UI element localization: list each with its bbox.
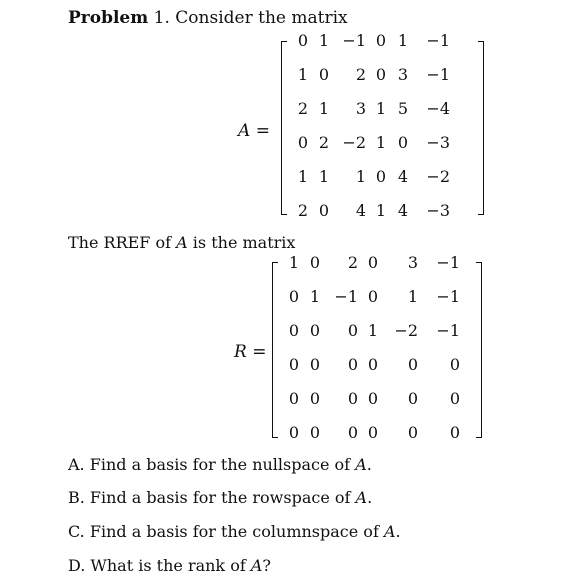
matrix-a-row xyxy=(289,126,450,160)
matrix-r-entry: 1 xyxy=(367,321,378,340)
question-c-suffix: . xyxy=(395,522,401,541)
matrix-a-entry: −4 xyxy=(426,99,450,118)
matrix-a-entry: −2 xyxy=(426,167,450,186)
question-d-prefix: D. What is the rank of xyxy=(68,556,251,575)
matrix-a-entry: 2 xyxy=(297,99,308,118)
matrix-r-entry: 0 xyxy=(309,389,320,408)
matrix-a-entry: 0 xyxy=(375,167,386,186)
matrix-r-entry: 0 xyxy=(288,287,299,306)
matrix-a-entry: 2 xyxy=(318,133,329,152)
matrix-a-entry: 0 xyxy=(318,201,329,220)
rref-sentence-var: A xyxy=(176,233,188,252)
matrix-r-entry: −2 xyxy=(394,321,418,340)
matrix-a-equals: = xyxy=(255,121,270,141)
question-c-prefix: C. Find a basis for the columnspace of xyxy=(68,522,384,541)
matrix-a-label xyxy=(238,121,270,141)
matrix-r-row xyxy=(280,416,460,450)
matrix-r-equals: = xyxy=(252,342,267,362)
matrix-a-entry: 3 xyxy=(397,65,408,84)
matrix-a-entry: −1 xyxy=(342,31,366,50)
matrix-r-label xyxy=(234,342,266,362)
matrix-r-entry: 0 xyxy=(367,287,378,306)
matrix-r-entry: −1 xyxy=(436,253,460,272)
matrix-r-entry: 0 xyxy=(449,389,460,408)
question-c xyxy=(68,522,401,541)
rref-sentence-before: The RREF of xyxy=(68,233,177,252)
matrix-r-entry: −1 xyxy=(436,321,460,340)
matrix-a-row xyxy=(289,58,450,92)
question-a-prefix: A. Find a basis for the nullspace of xyxy=(68,455,356,474)
matrix-r-entry: 0 xyxy=(367,355,378,374)
matrix-r-entry: 1 xyxy=(407,287,418,306)
matrix-a-table xyxy=(289,24,450,228)
matrix-r-entry: 0 xyxy=(367,253,378,272)
matrix-a-entry: 1 xyxy=(318,99,329,118)
matrix-r-name: R xyxy=(234,342,247,362)
matrix-r-entry: 0 xyxy=(407,389,418,408)
matrix-a-entry: 0 xyxy=(397,133,408,152)
question-b-prefix: B. Find a basis for the rowspace of xyxy=(68,488,356,507)
matrix-a-entry: −1 xyxy=(426,31,450,50)
matrix-r-entry: 0 xyxy=(347,355,358,374)
matrix-a-entry: 1 xyxy=(318,167,329,186)
matrix-a-entry: 1 xyxy=(297,167,308,186)
matrix-r-entry: 0 xyxy=(347,321,358,340)
matrix-a-entry: 1 xyxy=(297,65,308,84)
question-b-suffix: . xyxy=(367,488,373,507)
question-c-var: A xyxy=(383,522,396,541)
matrix-r-entry: 0 xyxy=(288,321,299,340)
question-a xyxy=(68,455,372,474)
matrix-a-entry: 1 xyxy=(397,31,408,50)
rref-sentence xyxy=(68,233,295,252)
matrix-a-entry: 0 xyxy=(318,65,329,84)
matrix-a-entry: 2 xyxy=(355,65,366,84)
matrix-a-entry: −1 xyxy=(426,65,450,84)
question-d xyxy=(68,556,271,575)
matrix-r-entry: 0 xyxy=(288,423,299,442)
problem-label: Problem xyxy=(68,8,149,28)
problem-intro: Consider the matrix xyxy=(175,8,348,28)
matrix-r-entry: 0 xyxy=(407,423,418,442)
matrix-a-entry: 0 xyxy=(297,133,308,152)
matrix-a-entry: 0 xyxy=(375,65,386,84)
matrix-r-entry: 0 xyxy=(309,321,320,340)
matrix-r-entry: 2 xyxy=(347,253,358,272)
matrix-r-entry: 0 xyxy=(309,423,320,442)
matrix-r-entry: 3 xyxy=(407,253,418,272)
matrix-r-entry: 0 xyxy=(288,355,299,374)
matrix-a-entry: 3 xyxy=(355,99,366,118)
rref-sentence-after: is the matrix xyxy=(187,233,296,252)
matrix-a-row xyxy=(289,24,450,58)
matrix-r-entry: 0 xyxy=(347,423,358,442)
matrix-a-entry: 2 xyxy=(297,201,308,220)
matrix-r-table xyxy=(280,246,460,450)
matrix-a-entry: 1 xyxy=(318,31,329,50)
matrix-a-entry: 1 xyxy=(375,99,386,118)
matrix-r-entry: 0 xyxy=(309,253,320,272)
matrix-a-row xyxy=(289,160,450,194)
matrix-r-entry: 0 xyxy=(449,355,460,374)
matrix-a-entry: 4 xyxy=(397,201,408,220)
matrix-r-entry: 0 xyxy=(309,355,320,374)
matrix-r-entry: 0 xyxy=(407,355,418,374)
matrix-r-row xyxy=(280,348,460,382)
matrix-a-entry: −2 xyxy=(342,133,366,152)
matrix-r-row xyxy=(280,246,460,280)
matrix-a-entry: 4 xyxy=(355,201,366,220)
matrix-a-left-bracket xyxy=(281,41,287,215)
matrix-r-entry: 0 xyxy=(449,423,460,442)
matrix-a-entry: 0 xyxy=(297,31,308,50)
question-a-suffix: . xyxy=(366,455,372,474)
matrix-r-row xyxy=(280,280,460,314)
matrix-r-row xyxy=(280,382,460,416)
matrix-r-left-bracket xyxy=(272,262,278,438)
matrix-a-entry: 5 xyxy=(397,99,408,118)
matrix-r-entry: −1 xyxy=(334,287,358,306)
matrix-a-right-bracket xyxy=(478,41,484,215)
matrix-a-row xyxy=(289,92,450,126)
matrix-r-entry: 1 xyxy=(288,253,299,272)
matrix-a-entry: 0 xyxy=(375,31,386,50)
question-d-suffix: ? xyxy=(262,556,271,575)
matrix-r-right-bracket xyxy=(476,262,482,438)
matrix-r xyxy=(272,253,482,442)
question-b-var: A xyxy=(355,488,368,507)
question-a-var: A xyxy=(355,455,367,474)
matrix-a-entry: 4 xyxy=(397,167,408,186)
matrix-r-entry: −1 xyxy=(436,287,460,306)
matrix-a-entry: 1 xyxy=(375,201,386,220)
question-d-var: A xyxy=(250,556,263,575)
problem-number: 1. xyxy=(153,8,170,28)
matrix-a-entry: 1 xyxy=(375,133,386,152)
matrix-a-row xyxy=(289,194,450,228)
matrix-r-entry: 0 xyxy=(347,389,358,408)
matrix-a-entry: −3 xyxy=(426,201,450,220)
matrix-r-entry: 1 xyxy=(309,287,320,306)
matrix-r-entry: 0 xyxy=(367,423,378,442)
matrix-r-entry: 0 xyxy=(288,389,299,408)
matrix-r-entry: 0 xyxy=(367,389,378,408)
matrix-a xyxy=(281,31,484,220)
matrix-a-entry: −3 xyxy=(426,133,450,152)
matrix-r-row xyxy=(280,314,460,348)
question-b xyxy=(68,488,372,507)
matrix-a-name: A xyxy=(238,121,251,141)
matrix-a-entry: 1 xyxy=(355,167,366,186)
